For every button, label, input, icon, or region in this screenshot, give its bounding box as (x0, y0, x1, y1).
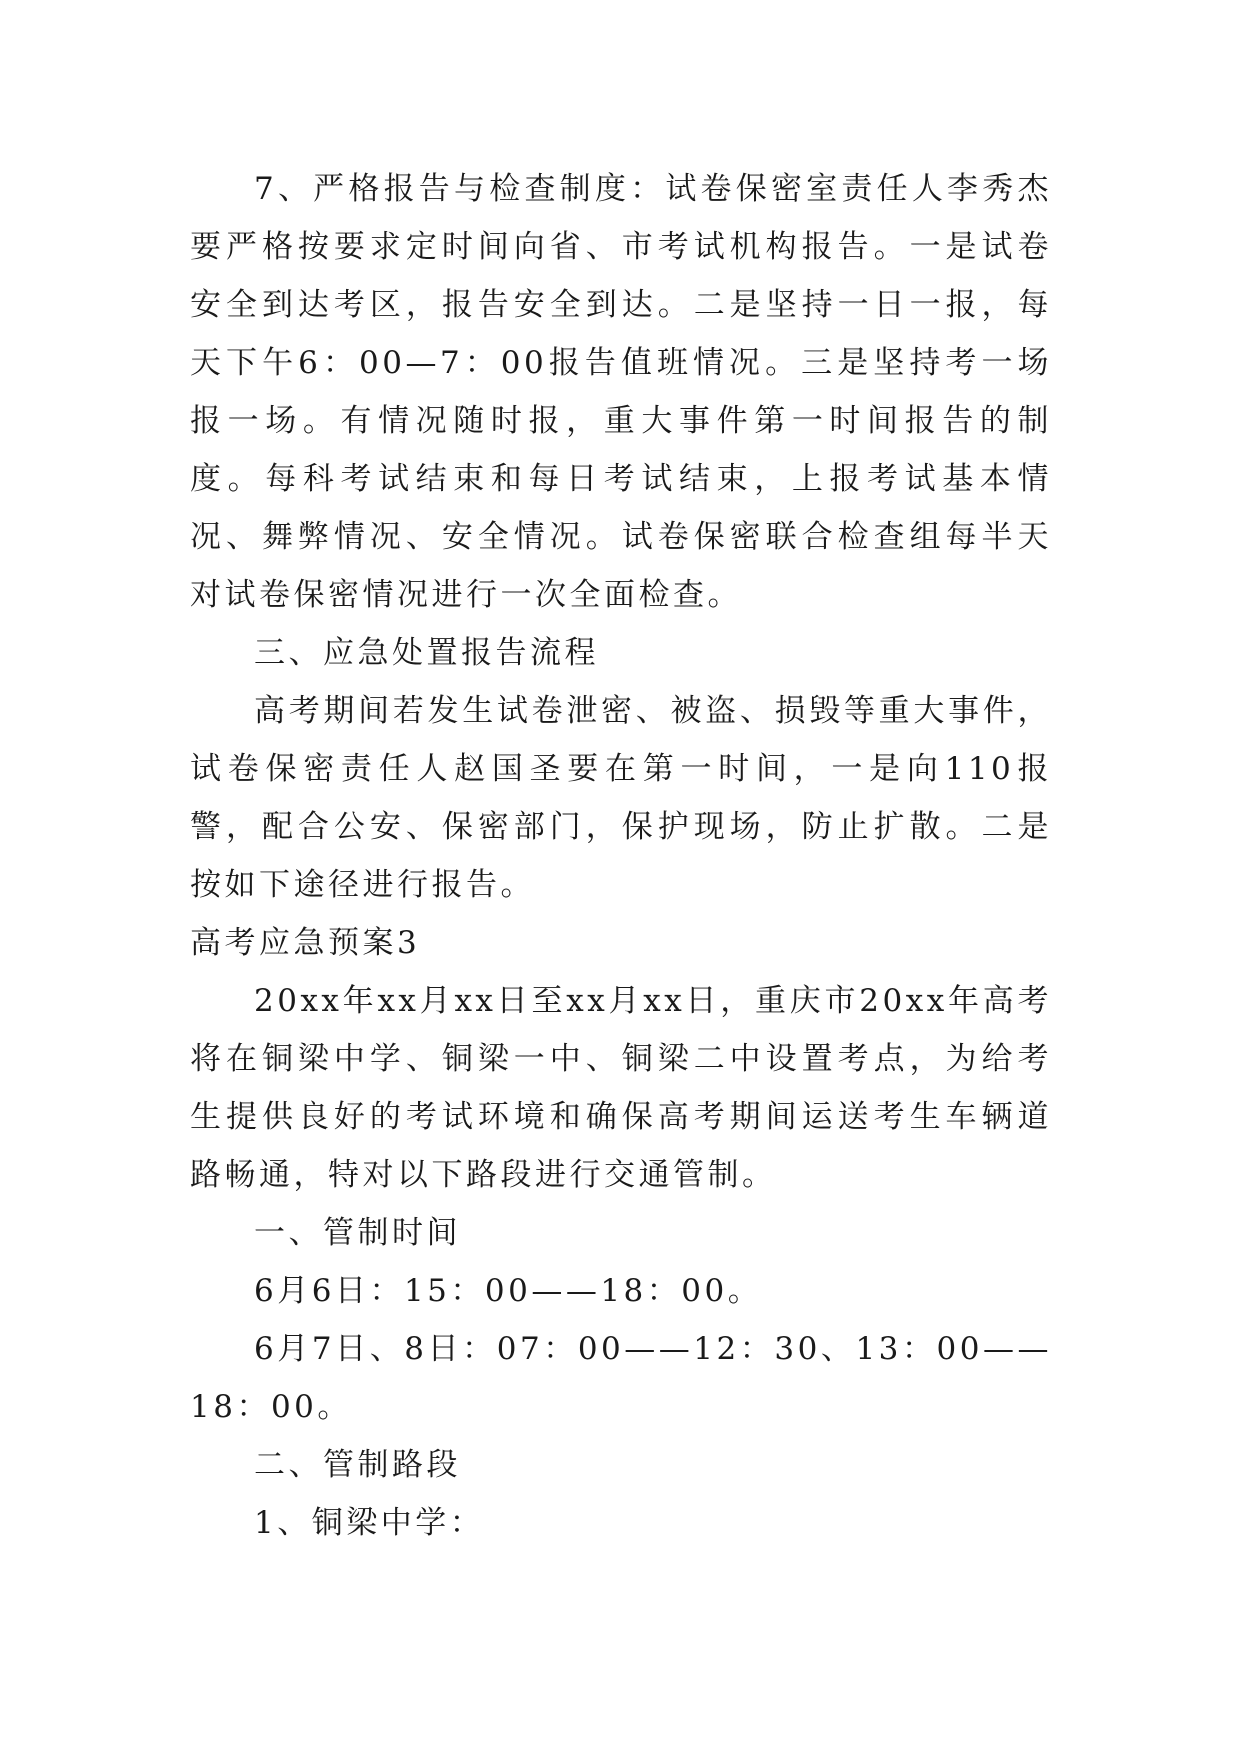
heading-control-roads: 二、管制路段 (254, 1447, 461, 1483)
paragraph-traffic-control-intro: 20xx年xx月xx日至xx月xx日，重庆市20xx年高考将在铜梁中学、铜梁一中、铜梁二中设置考点，为给考生提供良好的考试环境和确保高考期间运送考生车辆道路畅通，特对以下路段进行交通管制。 (190, 983, 1052, 1193)
section-title-plan-3: 高考应急预案3 (190, 925, 421, 961)
paragraph-june-7-8-time: 6月7日、8日：07：00——12：30、13：00——18：00。 (190, 1331, 1052, 1425)
paragraph-emergency-handling: 高考期间若发生试卷泄密、被盗、损毁等重大事件，试卷保密责任人赵国圣要在第一时间，一是向110报警，配合公安、保密部门，保护现场，防止扩散。二是按如下途径进行报告。 (190, 693, 1052, 903)
heading-control-time: 一、管制时间 (254, 1215, 461, 1251)
paragraph-june-6-time: 6月6日：15：00——18：00。 (254, 1273, 763, 1309)
document-body (190, 160, 1052, 1552)
paragraph-tongliang-middle-school: 1、铜梁中学： (254, 1505, 485, 1541)
heading-emergency-report-process: 三、应急处置报告流程 (254, 635, 599, 671)
paragraph-report-inspection-system: 7、严格报告与检查制度：试卷保密室责任人李秀杰要严格按要求定时间向省、市考试机构报告。一是试卷安全到达考区，报告安全到达。二是坚持一日一报，每天下午6：00—7：00报告值班情况。三是坚持考一场报一场。有情况随时报，重大事件第一时间报告的制度。每科考试结束和每日考试结束，上报考试基本情况、舞弊情况、安全情况。试卷保密联合检查组每半天对试卷保密情况进行一次全面检查。 (190, 171, 1052, 613)
